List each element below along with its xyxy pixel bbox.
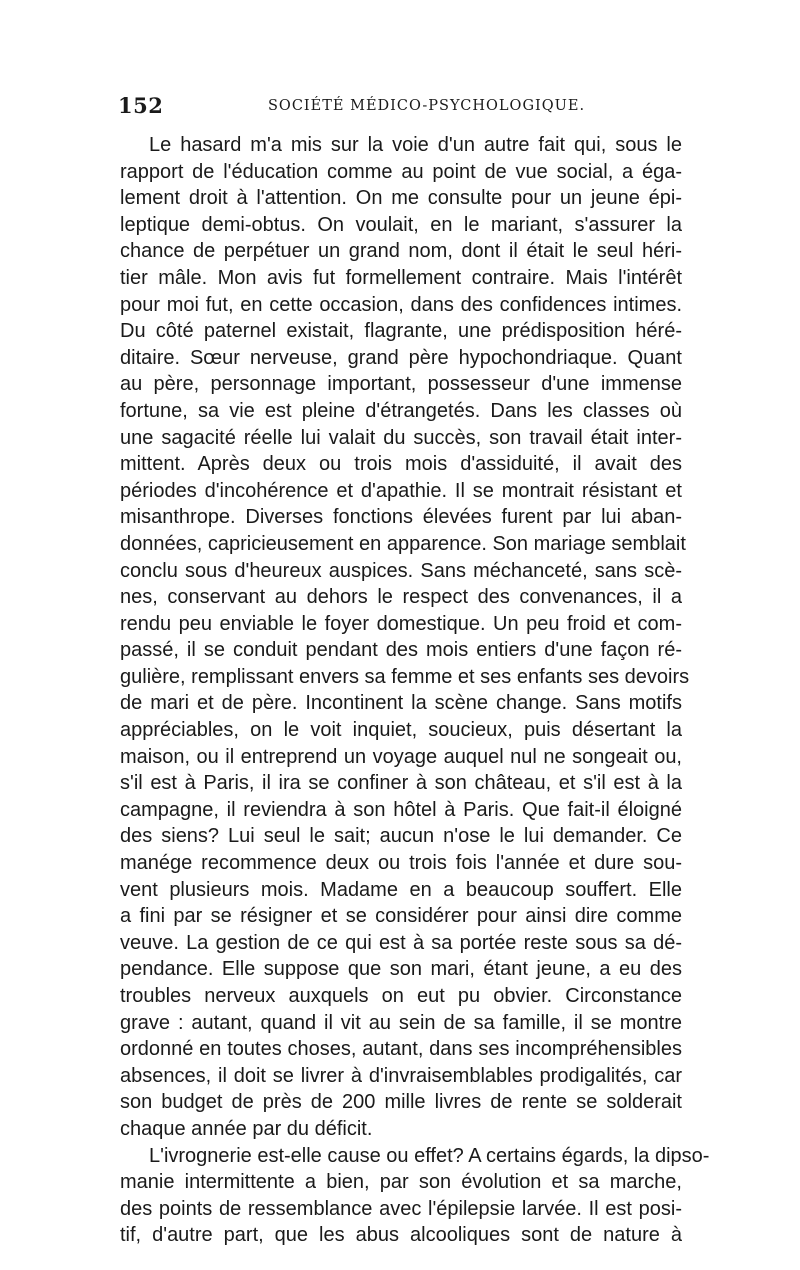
text-line: grave : autant, quand il vit au sein de sa famille, il se montre — [120, 1011, 682, 1034]
paragraph-2 — [120, 1143, 710, 1249]
text-line: manie intermittente a bien, par son évolution et sa marche, — [120, 1171, 682, 1194]
body-text — [120, 132, 710, 1249]
text-line: tif, d'autre part, que les abus alcooliques sont de nature à — [120, 1224, 682, 1247]
text-line: leptique demi-obtus. On voulait, en le mariant, s'assurer la — [120, 213, 682, 236]
text-line: vent plusieurs mois. Madame en a beaucoup souffert. Elle — [120, 878, 682, 901]
text-line: des siens? Lui seul le sait; aucun n'ose le lui demander. Ce — [120, 825, 682, 848]
text-line: conclu sous d'heureux auspices. Sans méchanceté, sans scè- — [120, 559, 682, 582]
text-line: ditaire. Sœur nerveuse, grand père hypochondriaque. Quant — [120, 346, 682, 369]
text-line: misanthrope. Diverses fonctions élevées furent par lui aban- — [120, 506, 682, 529]
text-line: nes, conservant au dehors le respect des convenances, il a — [120, 586, 682, 609]
text-line: gulière, remplissant envers sa femme et ses enfants ses devoirs — [120, 665, 690, 688]
text-line: chance de perpétuer un grand nom, dont il était le seul héri- — [120, 240, 682, 263]
text-line: mittent. Après deux ou trois mois d'assiduité, il avait des — [120, 453, 682, 476]
page-number: 152 — [118, 93, 164, 118]
text-line: tier mâle. Mon avis fut formellement contraire. Mais l'intérêt — [120, 266, 682, 289]
text-line: a fini par se résigner et se considérer pour ainsi dire comme — [120, 905, 682, 928]
text-line: s'il est à Paris, il ira se confiner à son château, et s'il est à la — [120, 772, 682, 795]
running-head: SOCIÉTÉ MÉDICO-PSYCHOLOGIQUE. — [268, 98, 586, 114]
text-line: absences, il doit se livrer à d'invraisemblables prodigalités, car — [120, 1064, 682, 1087]
text-line: appréciables, on le voit inquiet, soucieux, puis désertant la — [120, 719, 682, 742]
text-line: données, capricieusement en apparence. Son mariage semblait — [120, 532, 686, 555]
text-line: campagne, il reviendra à son hôtel à Paris. Que fait-il éloigné — [120, 798, 682, 821]
text-line: veuve. La gestion de ce qui est à sa portée reste sous sa dé- — [120, 931, 682, 954]
paragraph-1 — [120, 132, 690, 1143]
text-line: troubles nerveux auxquels on eut pu obvier. Circonstance — [120, 985, 682, 1007]
text-line: des points de ressemblance avec l'épilepsie larvée. Il est posi- — [120, 1197, 682, 1220]
text-line: rendu peu enviable le foyer domestique. Un peu froid et com- — [120, 612, 682, 635]
text-line: maison, ou il entreprend un voyage auquel nul ne songeait ou, — [120, 745, 682, 768]
page-header — [118, 93, 688, 123]
text-line: au père, personnage important, possesseur d'une immense — [120, 373, 682, 396]
text-line: une sagacité réelle lui valait du succès, son travail était inter- — [120, 426, 682, 449]
text-line: périodes d'incohérence et d'apathie. Il se montrait résistant et — [120, 479, 682, 502]
text-line: fortune, sa vie est pleine d'étrangetés. Dans les classes où — [120, 399, 682, 422]
text-line: Du côté paternel existait, flagrante, une prédisposition héré- — [120, 320, 682, 343]
text-line: manége recommence deux ou trois fois l'année et dure sou- — [120, 852, 682, 875]
text-line: ordonné en toutes choses, autant, dans ses incompréhensibles — [120, 1038, 682, 1061]
text-line: passé, il se conduit pendant des mois entiers d'une façon ré- — [120, 639, 682, 662]
text-line: de mari et de père. Incontinent la scène change. Sans motifs — [120, 692, 682, 715]
text-line: chaque année par du déficit. — [120, 1117, 373, 1140]
text-line: son budget de près de 200 mille livres de rente se solderait — [120, 1091, 682, 1114]
text-line: pour moi fut, en cette occasion, dans des confidences intimes. — [120, 293, 682, 316]
text-line: L'ivrognerie est-elle cause ou effet? A certains égards, la dipso- — [149, 1144, 710, 1167]
text-line: lement droit à l'attention. On me consulte pour un jeune épi- — [120, 187, 682, 210]
text-line: rapport de l'éducation comme au point de vue social, a éga- — [120, 160, 682, 183]
text-line: Le hasard m'a mis sur la voie d'un autre fait qui, sous le — [149, 134, 682, 156]
text-line: pendance. Elle suppose que son mari, étant jeune, a eu des — [120, 958, 682, 981]
